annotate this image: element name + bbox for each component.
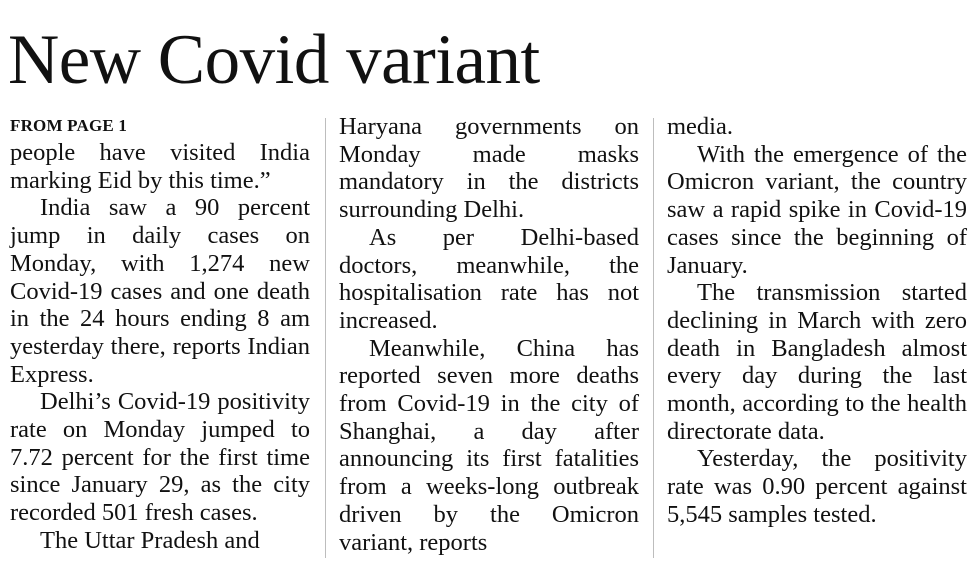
paragraph: Yesterday, the positivity rate was 0.90 percent against 5,545 samples tested. — [667, 445, 967, 528]
article-column-3 — [667, 113, 967, 529]
paragraph: The transmission started declining in March with zero death in Bangladesh almost every day during the last month, according to the health directorate data. — [667, 279, 967, 445]
column-divider — [653, 118, 654, 558]
column-divider — [325, 118, 326, 558]
kicker-from-page: FROM PAGE 1 — [10, 116, 128, 135]
paragraph: Delhi’s Covid-19 positivity rate on Monday jumped to 7.72 percent for the first time since January 29, as the city recorded 501 fresh cases. — [10, 388, 310, 527]
article-column-1 — [10, 113, 310, 555]
headline: New Covid variant — [8, 21, 540, 99]
paragraph: The Uttar Pradesh and — [40, 526, 260, 554]
article-column-2 — [339, 113, 639, 556]
paragraph: With the emergence of the Omicron variant, the country saw a rapid spike in Covid-19 cases since the beginning of January. — [667, 140, 967, 279]
paragraph: As per Delhi-based doctors, meanwhile, the hospitalisation rate has not increased. — [339, 223, 639, 334]
paragraph: media. — [667, 113, 733, 140]
paragraph: Meanwhile, China has reported seven more deaths from Covid-19 in the city of Shanghai, a day after announcing its first fatalities from a weeks-long outbreak driven by the Omicron variant, reports — [339, 334, 639, 556]
paragraph: India saw a 90 percent jump in daily cases on Monday, with 1,274 new Covid-19 cases and one death in the 24 hours ending 8 am yesterday there, reports Indian Express. — [10, 194, 310, 388]
paragraph: people have visited India marking Eid by this time.” — [10, 139, 310, 194]
paragraph: Haryana governments on Monday made masks mandatory in the districts surrounding Delhi. — [339, 113, 639, 224]
